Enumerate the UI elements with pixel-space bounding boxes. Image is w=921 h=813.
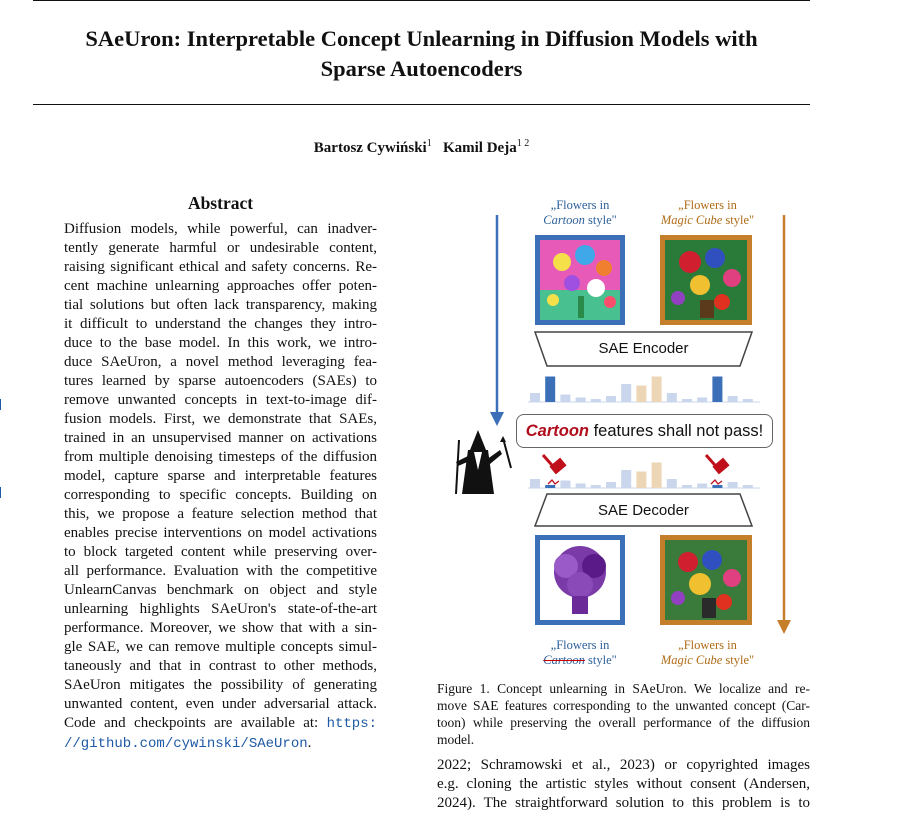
- abstract-line: fusion models. First, we demonstrate that SAEs,: [64, 411, 377, 427]
- feature-bar: [743, 399, 753, 402]
- feature-bar: [636, 386, 646, 403]
- feature-bar: [606, 396, 616, 402]
- feature-bar: [743, 485, 753, 488]
- feature-bar: [576, 484, 586, 489]
- feature-bar: [728, 482, 738, 488]
- feature-bars-top: [530, 377, 753, 403]
- author-affil: 1: [426, 138, 432, 149]
- caption-line: model.: [437, 732, 475, 747]
- feature-bar: [652, 463, 662, 489]
- abstract-line: duce SAeUron, a novel method leveraging fea-: [64, 354, 377, 370]
- author-affil: 1 2: [516, 138, 530, 149]
- abstract-line: tently generate harmful or undesirable content,: [64, 240, 377, 256]
- abstract-line: all performance. Evaluation with the competitive: [64, 563, 377, 579]
- magic-cube-flowers-image: [660, 235, 752, 325]
- body-line: 2022; Schramowski et al., 2023) or copyrighted images: [437, 757, 810, 773]
- feature-bar: [621, 384, 631, 402]
- abstract-line: from multiple denoising timesteps of the diffusion: [64, 449, 377, 465]
- feature-bar: [682, 399, 692, 402]
- feature-bar: [560, 395, 570, 403]
- feature-bar: [712, 377, 722, 403]
- feature-bar: [667, 393, 677, 402]
- body-text: [437, 756, 810, 813]
- abstract-line: trained in an unsupervised manner on activations: [64, 430, 377, 446]
- abstract-line: tures learned by sparse autoencoders (SAEs) to: [64, 373, 377, 389]
- abstract-line: unwanted content, even under adversarial attack.: [64, 696, 377, 712]
- feature-bar: [712, 485, 722, 488]
- cartoon-flowers-image: [535, 235, 625, 325]
- abstract-line: cent machine unlearning approaches offer poten-: [64, 278, 377, 294]
- abstract-line: model, capture sparse and interpretable features: [64, 468, 377, 484]
- caption-line: toon) while preserving the overall performance of the diffusion: [437, 715, 810, 730]
- body-line: 2024). The straightforward solution to this problem is to: [437, 795, 810, 811]
- abstract-line: duce to the base model. In this work, we intro-: [64, 335, 377, 351]
- feature-bar: [728, 396, 738, 402]
- author-name: Bartosz Cywiński: [313, 140, 427, 156]
- speech-bubble: Cartoon features shall not pass!: [516, 414, 773, 448]
- author-name: Kamil Deja: [442, 140, 517, 156]
- abstract-line: enables precise interventions on model activations: [64, 525, 377, 541]
- feature-bar: [697, 484, 707, 489]
- abstract-line: remove unwanted concepts in text-to-image dif-: [64, 392, 377, 408]
- feature-bar: [530, 393, 540, 402]
- caption-line: move SAE features corresponding to the unwanted concept (Car-: [437, 698, 810, 713]
- abstract-line: raising significant ethical and safety concerns. Re-: [64, 259, 377, 275]
- sae-decoder-label: SAE Decoder: [598, 502, 689, 519]
- paper-title: SAeUron: Interpretable Concept Unlearning in Diffusion Models with Sparse Autoencoders: [85, 26, 758, 81]
- abstract-line: gle SAE, we can remove multiple concepts simul-: [64, 639, 377, 655]
- body-line: e.g. cloning the artistic styles without consent (Andersen,: [437, 776, 810, 792]
- code-link[interactable]: https:: [326, 716, 378, 732]
- label-magic-cube-kept: „Flowers in Magic Cube style": [660, 638, 755, 667]
- abstract-line: unlearning highlights SAeUron's state-of-the-art: [64, 601, 377, 617]
- feature-bar: [545, 485, 555, 488]
- blue-arrowhead: [490, 412, 504, 426]
- preserved-magic-cube-image: [660, 535, 752, 625]
- feature-bar: [682, 485, 692, 488]
- abstract-line: this, we propose a feature selection method that: [64, 506, 377, 522]
- caption-line: Figure 1. Concept unlearning in SAeUron. We localize and re-: [437, 681, 810, 696]
- code-link-cont[interactable]: //github.com/cywinski/SAeUron: [64, 736, 308, 752]
- feature-bar: [667, 479, 677, 488]
- label-cartoon-removed: „Flowers in Cartoon style": [543, 638, 617, 667]
- feature-bar: [652, 377, 662, 403]
- abstract-line: tial solutions but often lack transparency, making: [64, 297, 377, 313]
- hammer-icon: [543, 455, 567, 484]
- feature-bar: [591, 399, 601, 402]
- orange-arrowhead: [777, 620, 791, 634]
- sae-encoder-label: SAE Encoder: [598, 340, 689, 357]
- wizard-icon: [456, 430, 511, 494]
- abstract-line: performance. Moreover, we show that with a sin-: [64, 620, 377, 636]
- hammer-icon: [706, 455, 730, 484]
- abstract-line: Code and checkpoints are available at: https:: [64, 715, 378, 732]
- figure-caption: [437, 680, 810, 748]
- feature-bar: [560, 481, 570, 489]
- abstract-line: UnlearnCanvas benchmark on object and style: [64, 582, 377, 598]
- abstract-line: to block targeted content while preserving over-: [64, 544, 377, 560]
- feature-bar: [591, 485, 601, 488]
- abstract-line: Diffusion models, while powerful, can inadver-: [64, 221, 377, 237]
- feature-bar: [576, 398, 586, 403]
- abstract-line: corresponding to specific concepts. Building on: [64, 487, 377, 503]
- feature-bar: [621, 470, 631, 488]
- abstract-line: taneously and that in contrast to other methods,: [64, 658, 377, 674]
- feature-bar: [697, 398, 707, 403]
- label-cartoon-prompt: „Flowers in Cartoon style": [543, 198, 617, 227]
- feature-bar: [545, 377, 555, 403]
- feature-bar: [606, 482, 616, 488]
- label-magic-cube-prompt: „Flowers in Magic Cube style": [660, 198, 755, 227]
- abstract-line: //github.com/cywinski/SAeUron.: [64, 735, 312, 752]
- abstract-heading: Abstract: [187, 193, 254, 213]
- feature-bar: [636, 472, 646, 489]
- unlearned-flowers-image: [535, 535, 625, 625]
- abstract-line: SAeUron mitigates the possibility of generating: [64, 677, 377, 693]
- feature-bar: [530, 479, 540, 488]
- abstract-line: it difficult to understand the changes they intro-: [64, 316, 377, 332]
